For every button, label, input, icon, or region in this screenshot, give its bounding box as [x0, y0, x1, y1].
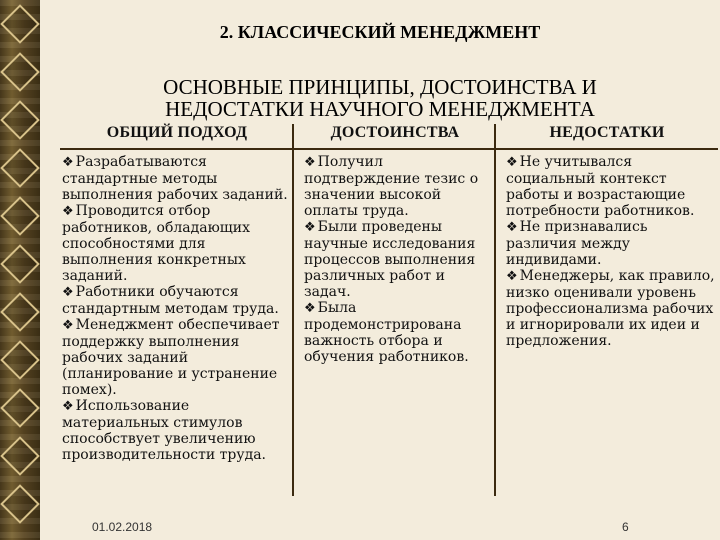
list-item [62, 203, 288, 284]
list-item [506, 268, 718, 349]
column-divider [494, 124, 496, 496]
list-item [62, 154, 288, 203]
slide-subtitle [40, 76, 720, 120]
list-item-text: Менеджеры, как правило, низко оценивали уровень профессионализма рабочих и игнорировали их идеи и предложения. [506, 268, 715, 349]
table-divider [60, 148, 718, 150]
border-ornament-icon [0, 4, 40, 44]
subtitle-line: НЕДОСТАТКИ НАУЧНОГО МЕНЕДЖМЕНТА [165, 97, 595, 121]
list-item-text: Не признавались различия между индивидами. [506, 219, 648, 268]
bullet-icon: ❖ [304, 301, 316, 316]
list-item-text: Использование материальных стимулов способствует увеличению производительности труда. [62, 398, 266, 463]
border-ornament-icon [0, 388, 40, 428]
list-item-text: Была продемонстрирована важность отбора и обучения работников. [304, 300, 469, 365]
list-item [304, 154, 490, 219]
list-item-text: Не учитывался социальный контекст работы и возрастающие потребности работников. [506, 154, 695, 219]
list-item-text: Разрабатываются стандартные методы выполнения рабочих заданий. [62, 154, 288, 203]
bullet-icon: ❖ [62, 399, 74, 414]
list-item [304, 219, 490, 300]
border-ornament-icon [0, 340, 40, 380]
slide-title: 2. КЛАССИЧЕСКИЙ МЕНЕДЖМЕНТ [219, 22, 541, 42]
bullet-icon: ❖ [62, 204, 74, 219]
column-divider [292, 124, 294, 496]
border-ornament-icon [0, 436, 40, 476]
list-item-text: Работники обучаются стандартным методам труда. [62, 284, 279, 317]
list-item [62, 284, 288, 317]
approach-column [62, 154, 288, 463]
list-item [506, 154, 718, 219]
slide-number: 6 [622, 520, 629, 534]
list-item [506, 219, 718, 268]
principles-table [60, 124, 718, 496]
border-ornament-icon [0, 244, 40, 284]
bullet-icon: ❖ [62, 318, 74, 333]
bullet-icon: ❖ [506, 155, 518, 170]
decorative-border [0, 0, 40, 540]
list-item-text: Менеджмент обеспечивает поддержку выполнения рабочих заданий (планирование и устранение помех). [62, 317, 280, 398]
list-item [62, 398, 288, 463]
border-ornament-icon [0, 196, 40, 236]
advantages-column [304, 154, 490, 365]
list-item [304, 300, 490, 365]
border-ornament-icon [0, 100, 40, 140]
column-header-advantages: ДОСТОИНСТВА [330, 124, 460, 141]
list-item-text: Проводится отбор работников, обладающих способностями для выполнения конкретных заданий. [62, 203, 251, 284]
slide-date: 01.02.2018 [92, 520, 153, 534]
bullet-icon: ❖ [304, 220, 316, 235]
list-item-text: Получил подтверждение тезис о значении высокой оплаты труда. [304, 154, 479, 219]
disadvantages-column [506, 154, 718, 349]
column-header-approach: ОБЩИЙ ПОДХОД [106, 124, 248, 141]
border-ornament-icon [0, 292, 40, 332]
border-ornament-icon [0, 52, 40, 92]
bullet-icon: ❖ [506, 220, 518, 235]
bullet-icon: ❖ [62, 155, 74, 170]
subtitle-line: ОСНОВНЫЕ ПРИНЦИПЫ, ДОСТОИНСТВА И [163, 75, 597, 99]
border-ornament-icon [0, 148, 40, 188]
list-item-text: Были проведены научные исследования процессов выполнения различных работ и задач. [304, 219, 476, 300]
bullet-icon: ❖ [62, 285, 74, 300]
bullet-icon: ❖ [304, 155, 316, 170]
border-ornament-icon [0, 484, 40, 524]
column-header-disadvantages: НЕДОСТАТКИ [549, 124, 665, 141]
bullet-icon: ❖ [506, 269, 518, 284]
list-item [62, 317, 288, 398]
